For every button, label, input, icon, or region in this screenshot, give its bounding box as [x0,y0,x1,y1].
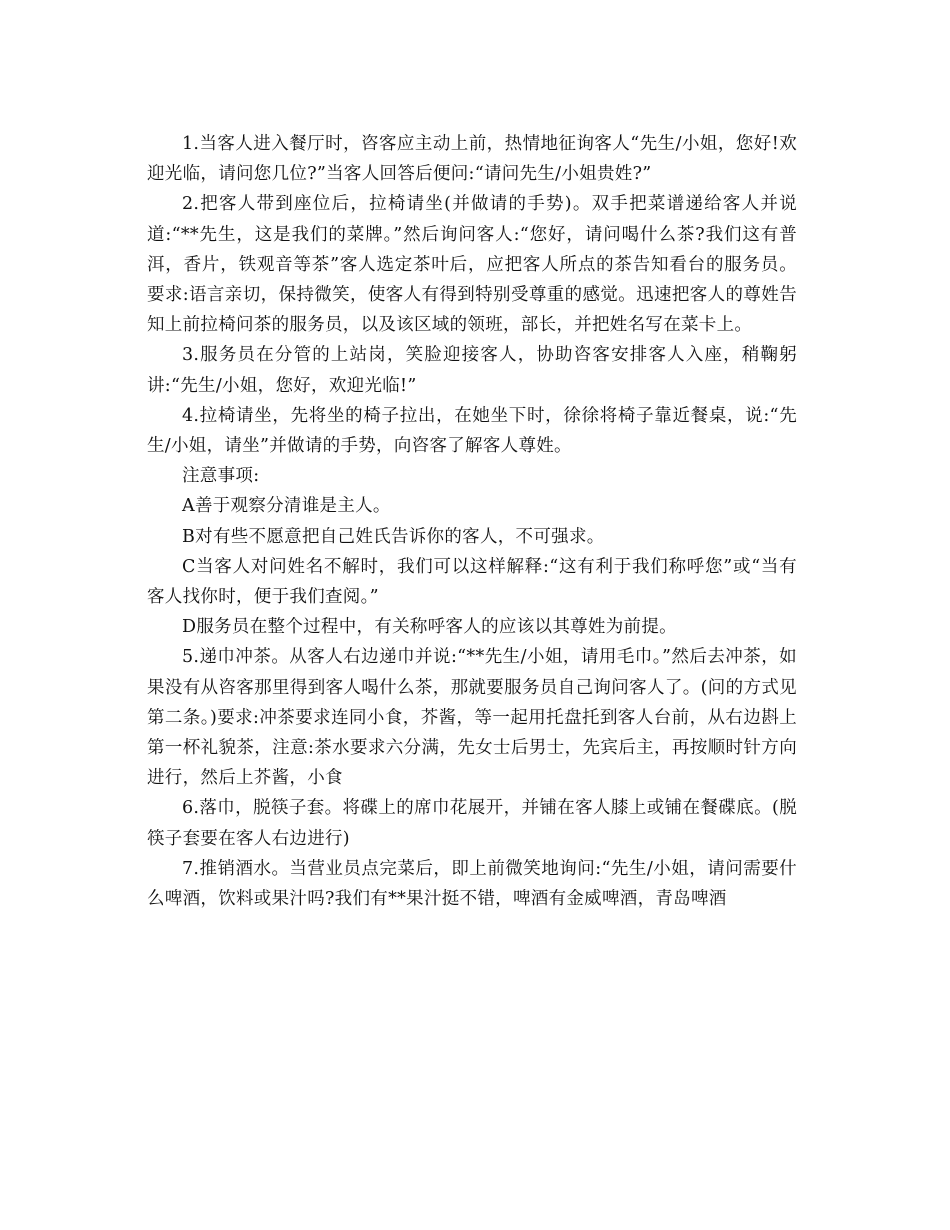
paragraph-notes-heading: 注意事项: [182,466,260,487]
paragraph-pull-chair: 4.拉椅请坐，先将坐的椅子拉出，在她坐下时，徐徐将椅子靠近餐桌，说:“先生/小姐，请坐”并做请的手势，向咨客了解客人尊姓。 [147,405,797,457]
paragraph-station-welcome: 3.服务员在分管的上站岗，笑脸迎接客人，协助咨客安排客人入座，稍鞠躬讲:“先生/小姐，您好，欢迎光临!” [147,345,797,396]
paragraph-note-b: B对有些不愿意把自己姓氏告诉你的客人，不可强求。 [182,526,605,547]
paragraph-note-d: D服务员在整个过程中，有关称呼客人的应该以其尊姓为前提。 [182,617,677,638]
paragraph-seating-menu: 2.把客人带到座位后，拉椅请坐(并做请的手势)。双手把菜谱递给客人并说道:“**先生，这是我们的菜牌。”然后询问客人:“您好，请问喝什么茶?我们这有普洱，香片，铁观音等茶”客人选定茶叶后，应把客人所点的茶告知看台的服务员。要求:语言亲切，保持微笑，使客人有得到特别受尊重的感觉。迅速把客人的尊姓告知上前拉椅问茶的服务员，以及该区域的领班，部长，并把姓名写在菜卡上。 [147,194,797,336]
paragraph-note-a: A善于观察分清谁是主人。 [182,496,391,517]
paragraph-towel-tea: 5.递巾冲茶。从客人右边递巾并说:“**先生/小姐，请用毛巾。”然后去冲茶，如果没有从咨客那里得到客人喝什么茶，那就要服务员自己询问客人了。(问的方式见第二条。)要求:冲茶要求连同小食，芥酱，等一起用托盘托到客人台前，从右边斟上第一杯礼貌茶，注意:茶水要求六分满，先女士后男士，先宾后主，再按顺时针方向进行，然后上芥酱，小食 [147,647,797,789]
paragraph-note-c: C当客人对问姓名不解时，我们可以这样解释:“这有利于我们称呼您”或“当有客人找你时，便于我们查阅。” [147,556,797,608]
paragraph-drinks: 7.推销酒水。当营业员点完菜后，即上前微笑地询问:“先生/小姐，请问需要什么啤酒，饮料或果汁吗?我们有**果汁挺不错，啤酒有金威啤酒，青岛啤酒 [147,858,797,910]
paragraph-napkin: 6.落巾，脱筷子套。将碟上的席巾花展开，并铺在客人膝上或铺在餐碟底。(脱筷子套要在客人右边进行) [147,798,797,849]
paragraph-greeting: 1.当客人进入餐厅时，咨客应主动上前，热情地征询客人“先生/小姐，您好!欢迎光临，请问您几位?”当客人回答后便问:“请问先生/小姐贵姓?” [147,134,797,185]
document-body [147,129,797,914]
